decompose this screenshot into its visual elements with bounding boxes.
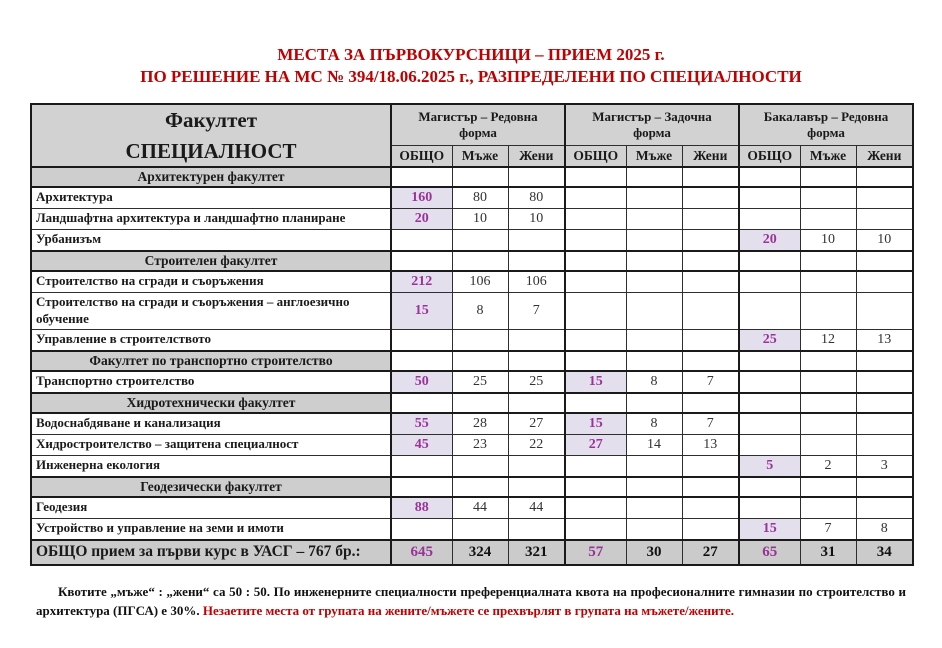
specialty-label: Устройство и управление на земи и имоти: [31, 518, 391, 539]
women-count-cell: [856, 497, 913, 518]
total-count-cell: [391, 330, 452, 351]
total-count-cell: 20: [739, 229, 800, 250]
specialty-row: [31, 413, 913, 434]
men-count-cell: 14: [626, 435, 682, 456]
women-count-cell: [856, 393, 913, 413]
total-count-cell: 45: [391, 435, 452, 456]
women-count-cell: [682, 330, 739, 351]
men-count-cell: [452, 330, 508, 351]
total-count-cell: 160: [391, 187, 452, 208]
specialty-label: Строителство на сгради и съоръжения: [31, 271, 391, 292]
total-count-cell: 50: [391, 371, 452, 393]
women-count-cell: 22: [508, 435, 565, 456]
faculty-section-row: [31, 393, 913, 413]
men-count-cell: [800, 208, 856, 229]
total-count-cell: [565, 330, 626, 351]
total-count-cell: [739, 187, 800, 208]
specialty-label: Транспортно строителство: [31, 371, 391, 393]
women-count-cell: [856, 251, 913, 271]
total-count-cell: [565, 229, 626, 250]
men-count-cell: 8: [626, 371, 682, 393]
total-count-cell: [739, 413, 800, 434]
women-count-cell: 10: [856, 229, 913, 250]
subheader-women-1: Жени: [508, 145, 565, 167]
specialty-row: [31, 435, 913, 456]
men-count-cell: 30: [626, 540, 682, 565]
men-count-cell: [626, 497, 682, 518]
specialty-label: Ландшафтна архитектура и ландшафтно планиране: [31, 208, 391, 229]
women-count-cell: [682, 477, 739, 497]
specialty-label: Строителство на сгради и съоръжения – англоезично обучение: [31, 292, 391, 330]
women-count-cell: [508, 393, 565, 413]
total-count-cell: [565, 187, 626, 208]
women-count-cell: 8: [856, 518, 913, 539]
women-count-cell: [856, 435, 913, 456]
women-count-cell: [682, 229, 739, 250]
specialty-row: [31, 497, 913, 518]
men-count-cell: [800, 393, 856, 413]
men-count-cell: 31: [800, 540, 856, 565]
women-count-cell: 7: [682, 371, 739, 393]
men-count-cell: 106: [452, 271, 508, 292]
footnote: [36, 582, 906, 621]
specialty-label: Хидростроителство – защитена специалност: [31, 435, 391, 456]
men-count-cell: [626, 251, 682, 271]
total-count-cell: [565, 497, 626, 518]
specialty-row: [31, 292, 913, 330]
women-count-cell: [682, 251, 739, 271]
total-count-cell: [565, 518, 626, 539]
total-count-cell: [391, 167, 452, 187]
total-count-cell: 55: [391, 413, 452, 434]
faculty-section-row: [31, 351, 913, 371]
women-count-cell: [508, 167, 565, 187]
women-count-cell: [508, 477, 565, 497]
total-count-cell: [739, 251, 800, 271]
total-count-cell: 5: [739, 455, 800, 476]
total-count-cell: 65: [739, 540, 800, 565]
subheader-total-1: ОБЩО: [391, 145, 452, 167]
specialty-label: Архитектура: [31, 187, 391, 208]
total-count-cell: [565, 393, 626, 413]
total-count-cell: [391, 518, 452, 539]
specialty-row: [31, 518, 913, 539]
men-count-cell: 80: [452, 187, 508, 208]
specialty-row: [31, 187, 913, 208]
faculty-section-label: Факултет по транспортно строителство: [31, 351, 391, 371]
column-group-master-full-time: Магистър – Редовна форма: [391, 104, 565, 145]
women-count-cell: [682, 351, 739, 371]
men-count-cell: [626, 330, 682, 351]
specialty-label: Геодезия: [31, 497, 391, 518]
total-count-cell: [739, 477, 800, 497]
men-count-cell: 324: [452, 540, 508, 565]
men-count-cell: [626, 292, 682, 330]
men-count-cell: 2: [800, 455, 856, 476]
faculty-section-row: [31, 251, 913, 271]
total-count-cell: 15: [565, 371, 626, 393]
table-header: [31, 104, 913, 167]
total-count-cell: [739, 351, 800, 371]
total-count-cell: [391, 351, 452, 371]
specialty-label: Водоснабдяване и канализация: [31, 413, 391, 434]
men-count-cell: [626, 187, 682, 208]
men-count-cell: [800, 413, 856, 434]
women-count-cell: [682, 455, 739, 476]
faculty-header-line: Факултет: [164, 108, 258, 133]
women-count-cell: [682, 292, 739, 330]
men-count-cell: [800, 497, 856, 518]
faculty-specialty-header: [31, 104, 391, 167]
specialty-row: [31, 330, 913, 351]
specialty-row: [31, 455, 913, 476]
header-group-row: [31, 104, 913, 145]
subheader-men-2: Мъже: [626, 145, 682, 167]
women-count-cell: [856, 351, 913, 371]
total-count-cell: [739, 167, 800, 187]
men-count-cell: [626, 393, 682, 413]
women-count-cell: [682, 518, 739, 539]
men-count-cell: 10: [452, 208, 508, 229]
total-count-cell: [739, 435, 800, 456]
men-count-cell: [452, 229, 508, 250]
women-count-cell: 27: [682, 540, 739, 565]
men-count-cell: [800, 271, 856, 292]
men-count-cell: [800, 435, 856, 456]
faculty-section-label: Строителен факултет: [31, 251, 391, 271]
specialty-label: Инженерна екология: [31, 455, 391, 476]
men-count-cell: [452, 518, 508, 539]
men-count-cell: [626, 455, 682, 476]
men-count-cell: [452, 393, 508, 413]
women-count-cell: 7: [682, 413, 739, 434]
women-count-cell: 34: [856, 540, 913, 565]
women-count-cell: [856, 187, 913, 208]
women-count-cell: [508, 229, 565, 250]
specialty-header-line: СПЕЦИАЛНОСТ: [125, 138, 297, 163]
men-count-cell: [626, 271, 682, 292]
total-count-cell: 15: [739, 518, 800, 539]
men-count-cell: 28: [452, 413, 508, 434]
faculty-section-label: Хидротехнически факултет: [31, 393, 391, 413]
specialty-row: [31, 208, 913, 229]
footnote-transfer-note: Незаетите места от групата на жените/мъжете се прехвърлят в групата на мъжете/жените.: [202, 603, 734, 619]
women-count-cell: 321: [508, 540, 565, 565]
men-count-cell: [452, 167, 508, 187]
women-count-cell: 3: [856, 455, 913, 476]
men-count-cell: [626, 229, 682, 250]
total-count-cell: 212: [391, 271, 452, 292]
total-count-cell: [391, 455, 452, 476]
women-count-cell: [856, 371, 913, 393]
document-title: [0, 44, 942, 88]
men-count-cell: [800, 477, 856, 497]
column-group-bachelor-full-time: Бакалавър – Редовна форма: [739, 104, 913, 145]
total-count-cell: 15: [391, 292, 452, 330]
women-count-cell: [682, 393, 739, 413]
document-title-line1: МЕСТА ЗА ПЪРВОКУРСНИЦИ – ПРИЕМ 2025 г.: [277, 45, 665, 64]
specialty-label: Урбанизъм: [31, 229, 391, 250]
document-title-line2: ПО РЕШЕНИЕ НА МС № 394/18.06.2025 г., РАЗПРЕДЕЛЕНИ ПО СПЕЦИАЛНОСТИ: [140, 67, 802, 87]
men-count-cell: [626, 351, 682, 371]
women-count-cell: 13: [682, 435, 739, 456]
total-count-cell: [565, 208, 626, 229]
men-count-cell: [452, 351, 508, 371]
total-count-cell: 27: [565, 435, 626, 456]
faculty-section-row: [31, 477, 913, 497]
total-count-cell: [739, 371, 800, 393]
men-count-cell: [800, 167, 856, 187]
men-count-cell: 12: [800, 330, 856, 351]
subheader-women-2: Жени: [682, 145, 739, 167]
women-count-cell: 80: [508, 187, 565, 208]
men-count-cell: 23: [452, 435, 508, 456]
admissions-table-container: [30, 103, 942, 565]
men-count-cell: 25: [452, 371, 508, 393]
men-count-cell: [800, 251, 856, 271]
column-group-master-part-time: Магистър – Задочна форма: [565, 104, 739, 145]
total-count-cell: 88: [391, 497, 452, 518]
subheader-men-3: Мъже: [800, 145, 856, 167]
women-count-cell: [682, 497, 739, 518]
subheader-total-2: ОБЩО: [565, 145, 626, 167]
men-count-cell: [800, 187, 856, 208]
total-count-cell: [565, 455, 626, 476]
women-count-cell: 10: [508, 208, 565, 229]
table-body: [31, 167, 913, 565]
total-count-cell: [391, 477, 452, 497]
total-count-cell: [565, 251, 626, 271]
faculty-section-label: Архитектурен факултет: [31, 167, 391, 187]
men-count-cell: 7: [800, 518, 856, 539]
specialty-row: [31, 229, 913, 250]
total-count-cell: 25: [739, 330, 800, 351]
women-count-cell: [508, 518, 565, 539]
women-count-cell: 27: [508, 413, 565, 434]
women-count-cell: [682, 167, 739, 187]
subheader-men-1: Мъже: [452, 145, 508, 167]
specialty-row: [31, 371, 913, 393]
women-count-cell: [508, 330, 565, 351]
women-count-cell: [856, 292, 913, 330]
men-count-cell: [626, 518, 682, 539]
grand-total-row: [31, 540, 913, 565]
men-count-cell: [452, 251, 508, 271]
women-count-cell: [856, 477, 913, 497]
women-count-cell: [682, 187, 739, 208]
total-count-cell: [565, 167, 626, 187]
total-count-cell: [565, 351, 626, 371]
women-count-cell: [682, 271, 739, 292]
men-count-cell: [452, 477, 508, 497]
women-count-cell: 7: [508, 292, 565, 330]
total-count-cell: [739, 393, 800, 413]
men-count-cell: 10: [800, 229, 856, 250]
faculty-section-row: [31, 167, 913, 187]
men-count-cell: [626, 477, 682, 497]
total-count-cell: [565, 271, 626, 292]
total-count-cell: [739, 292, 800, 330]
men-count-cell: [800, 371, 856, 393]
subheader-total-3: ОБЩО: [739, 145, 800, 167]
men-count-cell: [800, 351, 856, 371]
men-count-cell: [800, 292, 856, 330]
men-count-cell: [626, 167, 682, 187]
total-count-cell: 15: [565, 413, 626, 434]
total-count-cell: [391, 251, 452, 271]
women-count-cell: [508, 351, 565, 371]
footnote-quota-text: Квотите „мъже“ : „жени“ са 50 : 50. По инженерните специалности преференциалната квота на професионалните гимназии по строителство и архитектура (ПГСА) е 30%.: [36, 583, 906, 619]
total-count-cell: 57: [565, 540, 626, 565]
total-count-cell: [391, 229, 452, 250]
total-count-cell: [739, 497, 800, 518]
total-count-cell: [739, 208, 800, 229]
women-count-cell: [508, 455, 565, 476]
women-count-cell: [856, 413, 913, 434]
women-count-cell: 44: [508, 497, 565, 518]
grand-total-label: ОБЩО прием за първи курс в УАСГ – 767 бр.:: [31, 540, 391, 565]
women-count-cell: [508, 251, 565, 271]
women-count-cell: [856, 271, 913, 292]
men-count-cell: 8: [626, 413, 682, 434]
total-count-cell: [565, 292, 626, 330]
men-count-cell: [452, 455, 508, 476]
specialty-label: Управление в строителството: [31, 330, 391, 351]
women-count-cell: 106: [508, 271, 565, 292]
women-count-cell: 25: [508, 371, 565, 393]
women-count-cell: [856, 208, 913, 229]
women-count-cell: 13: [856, 330, 913, 351]
total-count-cell: [391, 393, 452, 413]
total-count-cell: 645: [391, 540, 452, 565]
total-count-cell: [739, 271, 800, 292]
men-count-cell: 44: [452, 497, 508, 518]
subheader-women-3: Жени: [856, 145, 913, 167]
men-count-cell: 8: [452, 292, 508, 330]
men-count-cell: [626, 208, 682, 229]
total-count-cell: [565, 477, 626, 497]
faculty-section-label: Геодезически факултет: [31, 477, 391, 497]
admissions-table: [30, 103, 914, 565]
women-count-cell: [682, 208, 739, 229]
specialty-row: [31, 271, 913, 292]
women-count-cell: [856, 167, 913, 187]
total-count-cell: 20: [391, 208, 452, 229]
